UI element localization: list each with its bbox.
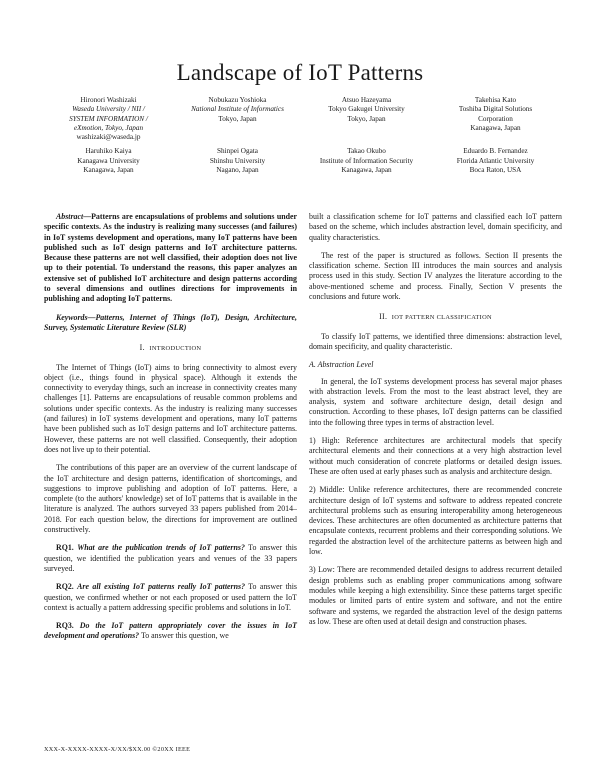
- keywords: Keywords—Patterns, Internet of Things (IoT), Design, Architecture, Survey, Systematic Literature Review (SLR): [44, 312, 297, 332]
- author-row-1: [44, 96, 560, 142]
- author-name: Nobukazu Yoshioka: [208, 96, 267, 104]
- level-item-high: 1) High: Reference architectures are architectural models that specify architectural elements and their connections at a very high abstraction level without much consideration of concrete platforms or detailed design issues. These are often used at early phases such as analysis and architecture design.: [309, 436, 562, 476]
- level-item-low: 3) Low: There are recommended detailed designs to address recurrent detailed design problems such as enabling proper communications among software modules while keeping a high extensibility. Since these patterns target specific modules or limited parts of entire system and software, and not the entire software and systems, we regarded the abstraction level of the design patterns as low. These are often used at detail design and construction phases.: [309, 565, 562, 626]
- affiliation-line: eXmotion, Tokyo, Japan: [73, 123, 144, 132]
- author-affiliation: [302, 96, 431, 142]
- affiliation-line: Shinshu University: [209, 156, 266, 165]
- author-affiliation: [173, 96, 302, 142]
- affiliation-line: Florida Atlantic University: [456, 156, 535, 165]
- intro-paragraph-2: The contributions of this paper are an overview of the current landscape of the IoT architecture and design patterns, identification of shortcomings, and suggestions to improve publishing and adoption of IoT patterns. Here, a complete (to the authors' knowledge) set of IoT patterns that is available in the literature is analyzed. The authors surveyed 33 papers published from 2014–2018. For each question below, the directions for improvement are outlined constructively.: [44, 463, 297, 535]
- rq3-continuation: built a classification scheme for IoT patterns and classified each IoT pattern based on the scheme, which includes abstraction level, domain specificity, and quality characteristics.: [309, 212, 562, 242]
- affiliation-line: Institute of Information Security: [319, 156, 414, 165]
- subsection-heading-abstraction-level: A. Abstraction Level: [309, 360, 374, 370]
- author-name: Atsuo Hazeyama: [341, 96, 392, 104]
- affiliation-line: Kanagawa, Japan: [470, 123, 521, 132]
- author-affiliation: [431, 96, 560, 142]
- classification-paragraph: To classify IoT patterns, we identified three dimensions: abstraction level, domain specificity, and quality characteristic.: [309, 331, 562, 351]
- author-affiliation: [302, 147, 431, 175]
- affiliation-line: Waseda University / NII /: [72, 105, 145, 114]
- author-name: Shinpei Ogata: [217, 147, 258, 156]
- research-question-1: RQ1. What are the publication trends of IoT patterns? To answer this question, we identified the publication years and venues of the 33 papers surveyed.: [44, 543, 297, 573]
- abstract-label: Abstract: [56, 212, 84, 221]
- author-name: Hironori Washizaki: [80, 96, 137, 104]
- intro-paragraph-1: The Internet of Things (IoT) aims to bring connectivity to almost every object (i.e., things found in physical space). Although it extends the connectivity to everyday things, such an increase in connectivity creates many challenges [1]. Patterns are encapsulations of reusable common problems and solutions under specific contexts. As the industry is realizing many successes (and failures) in IoT systems development and operations, many IoT patterns have been published such as IoT design patterns and IoT architecture patterns. However, these patterns are not well classified. Consequently, their adoption does not live up to their potential.: [44, 362, 297, 454]
- right-column: [309, 212, 562, 635]
- section-heading-introduction: I. INTRODUCTION: [139, 343, 202, 353]
- affiliation-line: Tokyo, Japan: [218, 114, 257, 123]
- research-question-3: RQ3. Do the IoT pattern appropriately cover the issues in IoT development and operations? To answer this question, we: [44, 621, 298, 641]
- author-affiliation: [44, 96, 173, 142]
- affiliation-line: Boca Raton, USA: [469, 166, 522, 175]
- author-block: [44, 96, 560, 175]
- structure-paragraph: The rest of the paper is structured as follows. Section II presents the classification scheme. Section III introduces the main sources and analysis process used in this study. Section IV analyzes the literature according to the above-mentioned scheme and process. Finally, Section V presents the conclusions and future work.: [309, 250, 562, 302]
- affiliation-line: Kanagawa, Japan: [341, 166, 392, 175]
- author-affiliation: [431, 147, 560, 175]
- author-name: Haruhiko Kaiya: [85, 147, 132, 156]
- affiliation-line: SYSTEM INFORMATION /: [69, 114, 148, 123]
- affiliation-line: Tokyo Gakugei University: [328, 105, 405, 114]
- author-name: Eduardo B. Fernandez: [463, 147, 528, 156]
- author-name: Takao Okubo: [347, 147, 386, 156]
- affiliation-line: Nagano, Japan: [216, 166, 259, 175]
- affiliation-line: Toshiba Digital Solutions: [458, 105, 533, 114]
- author-affiliation: [173, 147, 302, 175]
- section-heading-classification: II. IOT PATTERN CLASSIFICATION: [379, 312, 492, 322]
- affiliation-line: Kanagawa University: [77, 156, 140, 165]
- research-question-2: RQ2. Are all existing IoT patterns really IoT patterns? To answer this question, we confirmed whether or not each proposed or used pattern the IoT context is actually a pattern addressing specific problems and solutions in IoT.: [44, 582, 297, 612]
- author-affiliation: [44, 147, 173, 175]
- level-item-middle: 2) Middle: Unlike reference architectures, there are recommended concrete architecture design of IoT systems and software to address repeated concrete architectural problems such as ensuring interoperability among heterogeneous devices. These architectures are often documented as architecture patterns that encapsulate contexts, recurrent problems and their corresponding solutions. We regarded the abstraction level of the architecture patterns as between high and low.: [309, 485, 562, 557]
- left-column: [44, 212, 297, 650]
- abstract: [44, 212, 297, 305]
- affiliation-line: Tokyo, Japan: [347, 114, 386, 123]
- abstract-text: —Patterns are encapsulations of problems and solutions under specific contexts. As the industry is realizing many successes (and failures) in IoT systems development and operations, many IoT patterns have been published such as IoT design patterns and IoT architecture patterns. Because these patterns are not well classified, their adoption does not live up to their potential. To understand the reasons, this paper analyzes an extensive set of published IoT architecture and design patterns according to several dimensions and outlines directions for improvements in publishing and adopting IoT patterns.: [44, 212, 297, 304]
- copyright-footer: XXX-X-XXXX-XXXX-X/XX/$XX.00 ©20XX IEEE: [44, 746, 191, 753]
- affiliation-line: National Institute of Informatics: [191, 105, 284, 114]
- abstraction-paragraph: In general, the IoT systems development process has several major phases with abstraction levels. From the most to the least abstract level, they are analysis, system and software architecture design, detail design and construction. According to these phases, IoT design patterns can be classified into the following three types in terms of abstraction level.: [309, 376, 562, 427]
- author-name: Takehisa Kato: [474, 96, 517, 104]
- affiliation-line: Corporation: [478, 114, 513, 123]
- author-row-2: [44, 147, 560, 175]
- affiliation-line: washizaki@waseda.jp: [76, 133, 141, 142]
- affiliation-line: Kanagawa, Japan: [83, 166, 134, 175]
- paper-title: Landscape of IoT Patterns: [176, 60, 424, 85]
